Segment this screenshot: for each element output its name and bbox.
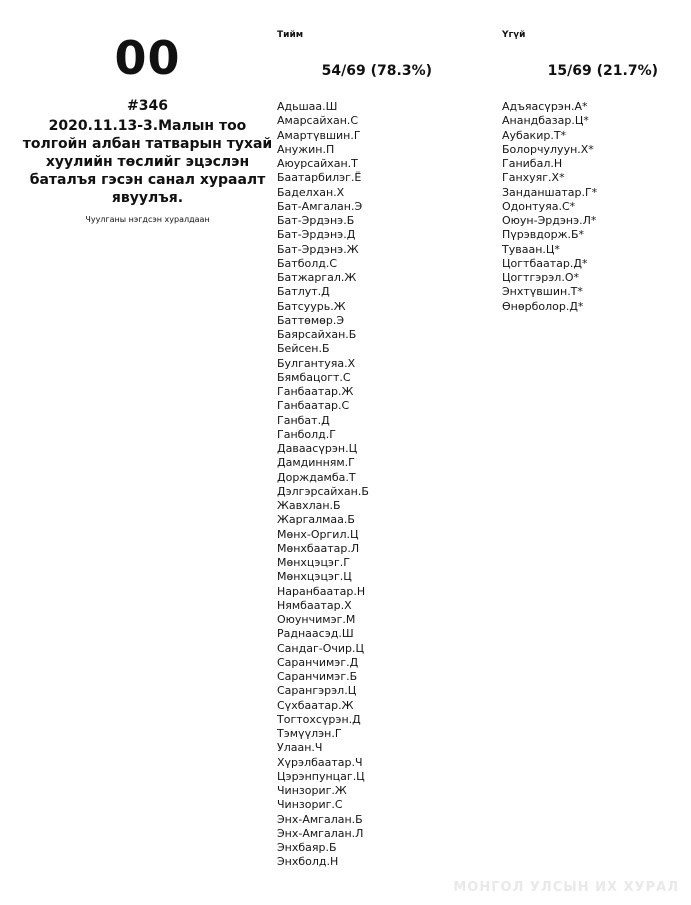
yes-voter-name: Сандаг-Очир.Ц: [277, 641, 365, 655]
yes-voter-name: Нямбаатар.Х: [277, 598, 352, 612]
no-heading: Үгүй: [502, 30, 526, 40]
no-voter-name: Анандбазар.Ц*: [502, 114, 589, 128]
no-voter-name: Болорчулуун.Х*: [502, 142, 594, 156]
yes-voter-name: Энхболд.Н: [277, 855, 339, 869]
yes-voter-name: Адьшаа.Ш: [277, 100, 338, 113]
yes-voter-name: Наранбаатар.Н: [277, 584, 366, 598]
no-voter-name: Оюун-Эрдэнэ.Л*: [502, 214, 597, 227]
yes-voter-name: Баттөмөр.Э: [277, 313, 345, 327]
yes-voter-name: Батжаргал.Ж: [277, 271, 357, 284]
yes-voter-name: Раднаасэд.Ш: [277, 627, 354, 641]
no-voter-name: Ганибал.Н: [502, 157, 563, 170]
no-voter-name: Туваан.Ц*: [502, 242, 560, 256]
yes-voter-name: Даваасүрэн.Ц: [277, 442, 358, 455]
session-label: Чуулганы нэгдсэн хуралдаан: [85, 215, 210, 224]
yes-voter-name: Бат-Эрдэнэ.Ж: [277, 242, 359, 256]
yes-voter-name: Батлут.Д: [277, 285, 330, 299]
yes-voter-name: Батболд.С: [277, 256, 338, 270]
motion-number: #346: [127, 98, 168, 114]
no-voter-name: Энхтүвшин.Т*: [502, 285, 583, 299]
yes-voter-name: Батсуурь.Ж: [277, 299, 346, 313]
yes-voter-name: Дамдинням.Г: [277, 456, 355, 470]
yes-voter-name: Мөнхцэцэг.Г: [277, 556, 350, 569]
yes-voter-name: Мөнхбаатар.Л: [277, 541, 360, 555]
yes-voter-name: Улаан.Ч: [277, 741, 323, 755]
no-voter-name: Цогтгэрэл.О*: [502, 271, 579, 284]
no-count: 15/69 (21.7%): [547, 63, 658, 79]
yes-voter-name: Аюурсайхан.Т: [277, 157, 358, 170]
yes-voter-name: Амартүвшин.Г: [277, 128, 361, 142]
yes-voter-name: Бейсен.Б: [277, 342, 330, 356]
motion-summary: [20, 30, 275, 224]
yes-voter-name: Амарсайхан.С: [277, 114, 359, 128]
yes-heading: Тийм: [277, 30, 304, 40]
yes-voter-name: Оюунчимэг.М: [277, 613, 356, 626]
yes-voter-name: Ганболд.Г: [277, 427, 336, 441]
no-voter-name: Аубакир.Т*: [502, 128, 567, 142]
no-voter-name: Цогтбаатар.Д*: [502, 256, 588, 270]
yes-voter-list: [277, 100, 369, 870]
yes-voter-name: Бат-Амгалан.Э: [277, 199, 363, 213]
no-voter-name: Өнөрболор.Д*: [502, 299, 584, 313]
yes-voter-name: Сарангэрэл.Ц: [277, 684, 357, 698]
yes-voter-name: Дорждамба.Т: [277, 470, 356, 484]
yes-voter-name: Тэмүүлэн.Г: [277, 727, 342, 740]
yes-voter-name: Саранчимэг.Б: [277, 670, 358, 683]
no-voter-list: [502, 100, 597, 314]
yes-voter-name: Энхбаяр.Б: [277, 841, 337, 854]
yes-voter-name: Саранчимэг.Д: [277, 655, 359, 669]
yes-voter-name: Ганбаатар.С: [277, 399, 350, 413]
no-voter-name: Адъяасүрэн.А*: [502, 100, 588, 113]
yes-voter-name: Мөнх-Оргил.Ц: [277, 527, 359, 541]
yes-voter-name: Ганбаатар.Ж: [277, 385, 354, 398]
yes-voter-name: Жаргалмаа.Б: [277, 513, 355, 527]
yes-voter-name: Энх-Амгалан.Б: [277, 812, 363, 826]
yes-voter-name: Сүхбаатар.Ж: [277, 698, 354, 712]
yes-voter-name: Хүрэлбаатар.Ч: [277, 755, 363, 769]
no-voter-name: Одонтуяа.С*: [502, 199, 576, 213]
motion-title: 2020.11.13-3.Малын тоо толгойн албан татварын тухай хуулийн төслийг эцэслэн баталъя гэсэн санал хураалт явуулъя.: [22, 118, 273, 206]
yes-voter-name: Жавхлан.Б: [277, 499, 341, 512]
yes-voter-name: Бат-Эрдэнэ.Б: [277, 214, 355, 227]
yes-voter-name: Анужин.П: [277, 142, 335, 156]
no-voter-name: Занданшатар.Г*: [502, 185, 598, 199]
yes-voter-name: Чинзориг.Ж: [277, 784, 347, 797]
yes-voter-name: Ганбат.Д: [277, 413, 330, 427]
no-voter-name: Ганхуяг.Х*: [502, 171, 565, 185]
yes-voter-name: Баярсайхан.Б: [277, 328, 357, 341]
yes-voter-name: Бат-Эрдэнэ.Д: [277, 228, 356, 242]
watermark: МОНГОЛ УЛСЫН ИХ ХУРАЛ: [453, 880, 679, 895]
yes-voter-name: Тогтохсүрэн.Д: [277, 712, 361, 726]
yes-voter-name: Цэрэнпунцаг.Ц: [277, 769, 365, 783]
yes-voter-name: Баделхан.Х: [277, 185, 345, 199]
yes-voter-name: Баатарбилэг.Ё: [277, 171, 362, 185]
yes-voter-name: Чинзориг.С: [277, 798, 343, 812]
yes-voter-name: Бямбацогт.С: [277, 370, 351, 384]
yes-voter-name: Мөнхцэцэг.Ц: [277, 570, 352, 584]
yes-voter-name: Дэлгэрсайхан.Б: [277, 484, 369, 498]
big-label: 00: [114, 31, 181, 85]
yes-voter-name: Энх-Амгалан.Л: [277, 826, 364, 840]
yes-count: 54/69 (78.3%): [321, 63, 432, 79]
yes-voter-name: Булгантуяа.Х: [277, 356, 356, 370]
no-voter-name: Пүрэвдорж.Б*: [502, 228, 585, 242]
